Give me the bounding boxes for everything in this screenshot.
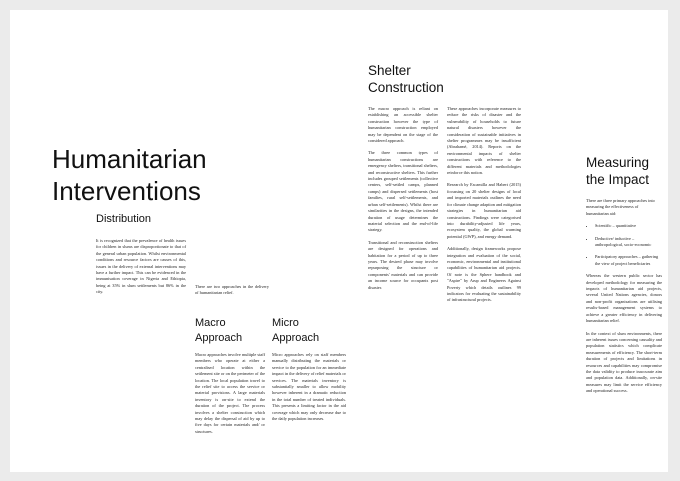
distribution-paragraph: It is recognized that the prevalence of health issues for children in slums are disproportionate to that of the general urban population. Whilst environmental conditions and resource factors are causes of this, issues in the delivery of external interventions may have a further impact. This can be evidenced in the immunisation coverage in Nigeria and Ethiopia, being at 35% in slum settlements but 86% in the city. bbox=[96, 238, 186, 295]
measuring-bullet: • Scientific – quantitative bbox=[595, 223, 662, 229]
micro-approach-section bbox=[272, 316, 346, 428]
measuring-heading-line-1: Measuring bbox=[586, 155, 650, 170]
shelter-col2-para3: Additionally, design frameworks propose integration and evaluation of the social, economic, environmental and institutional capabilities of humanitarian aid projects. Of note is the Sphere handbook and "Aspire" by Arup and Engineers Against Poverty which details outlines 99 indicators for evaluating the sustainability of infrastructural projects. bbox=[447, 246, 521, 303]
shelter-col1-para2: The three common types of humanitarian constructions are emergency shelters, transitional shelters, and reconstructive shelters. This further includes grouped settlements (collective centers, self-settled camps, planned camps) and dispersed settlements (host families, rural self-settlements, and urban self-settlements). Whilst there are similarities in the designs, the intended duration of usage determines the material selection and the end-of-life strategy. bbox=[368, 150, 438, 233]
measuring-section bbox=[586, 154, 662, 401]
micro-heading-line-1: Micro bbox=[272, 317, 299, 329]
measuring-bullet: • Deductive/ inductive – anthropological, socio-economic bbox=[595, 236, 662, 249]
micro-heading-line-2: Approach bbox=[272, 332, 320, 344]
shelter-col1-para1: The macro approach is reliant on establishing an accessible shelter construction however the type of humanitarian construction employed may be dependent on the stage of the considered approach. bbox=[368, 106, 438, 144]
micro-paragraph: Micro approaches rely on staff members manually distributing the materials or service to the population for an immediate impact in the delivery of relief materials or services. The materials inventory is substantially smaller to allow mobility however inherent in a dramatic reduction in the total number of treated individuals. This presents a limiting factor in the aid coverage which may only decrease due to the daily population increases. bbox=[272, 352, 346, 422]
distribution-section bbox=[96, 212, 186, 302]
measuring-bullet-list bbox=[586, 223, 662, 267]
macro-heading-line-1: Macro bbox=[195, 317, 226, 329]
main-title-line-1: Humanitarian bbox=[52, 144, 207, 174]
shelter-column-2 bbox=[447, 106, 521, 310]
macro-heading-line-2: Approach bbox=[195, 332, 243, 344]
shelter-col2-para2: Research by Escamilla and Habert (2015) focussing on 20 shelter designs of local and imported materials outlines the need for climate change adaption and mitigation strategies in humanitarian aid constructions. Findings were categorised into durability-adjusted life years, ecosystem quality, the global warming potential (GWP), and energy demand. bbox=[447, 182, 521, 239]
measuring-paragraph-1: Whereas the western public sector has developed methodology for measuring the impacts of humanitarian aid projects, several United Nations agencies, donors and non-profit organisations are utilising results-based management systems to achieve a greater efficiency in delivering humanitarian relief. bbox=[586, 273, 662, 324]
main-title-line-2: Interventions bbox=[52, 176, 201, 206]
shelter-column-1 bbox=[368, 106, 438, 297]
measuring-intro: There are three primary approaches into measuring the effectiveness of humanitarian aid: bbox=[586, 198, 655, 216]
shelter-heading-line-2: Construction bbox=[368, 80, 444, 95]
document-page bbox=[10, 10, 668, 472]
shelter-heading-line-1: Shelter bbox=[368, 63, 411, 78]
measuring-paragraph-2: In the context of slum environments, there are inherent issues concerning causality and population statistics which complicate measurements of efficiency. The short-term duration of projects and limitations in resources and capabilities may compromise the data validity to produce inaccurate aim and population data. Additionally, on-site measures may limit the service efficiency and operational success. bbox=[586, 330, 662, 394]
measuring-bullet: • Participatory approaches – gathering the view of project beneficiaries bbox=[595, 254, 662, 267]
approaches-intro-text: There are two approaches in the delivery of humanitarian relief. bbox=[195, 284, 269, 296]
shelter-col1-para3: Transitional and reconstruction shelters are designed for operations and habitation for a period of up to three years. The desired phase may involve repurposing the structure or components' materials and can provide an income source for occupants post disaster. bbox=[368, 239, 438, 290]
shelter-col2-para1: These approaches incorporate measures to reduce the risks of disaster and the vulnerability of households to future natural disasters however the consideration of sustainable initiatives in shelter programmes may be insufficient (Abrahamé, 2014). Reports on the environmental impacts of shelter constructions with reference to the different materials and methodologies reinforce this notion. bbox=[447, 106, 521, 176]
macro-paragraph: Macro approaches involve multiple staff members who operate at either a centralised location within the settlement site or on the perimeter of the location. The local population travel to the relief site to access the service or material provisions. A large materials inventory is on-site to extend the duration of the project. The process involves a shelter construction which may delay the dispersal of aid by up to five days for certain materials and/ or structures. bbox=[195, 352, 265, 434]
main-title bbox=[52, 143, 272, 207]
approaches-intro bbox=[195, 284, 269, 303]
distribution-heading: Distribution bbox=[96, 213, 152, 225]
measuring-heading-line-2: the Impact bbox=[586, 172, 650, 187]
shelter-heading bbox=[368, 62, 488, 96]
macro-approach-section bbox=[195, 316, 265, 441]
